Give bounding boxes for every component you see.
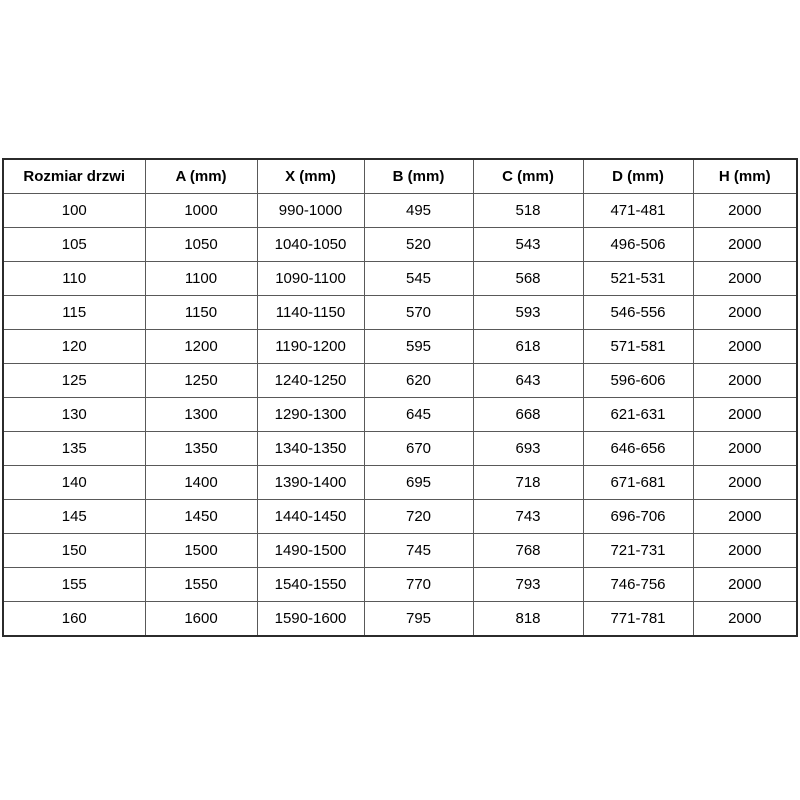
table-cell: 720 <box>364 500 473 534</box>
table-cell: 1550 <box>145 568 257 602</box>
table-row <box>3 568 797 602</box>
table-row <box>3 228 797 262</box>
table-body <box>3 194 797 637</box>
table-cell: 160 <box>3 602 145 637</box>
table-cell: 618 <box>473 330 583 364</box>
table-row <box>3 262 797 296</box>
table-cell: 115 <box>3 296 145 330</box>
table-cell: 621-631 <box>583 398 693 432</box>
table-cell: 718 <box>473 466 583 500</box>
table-cell: 1440-1450 <box>257 500 364 534</box>
table-row <box>3 602 797 637</box>
table-cell: 2000 <box>693 262 797 296</box>
table-cell: 1340-1350 <box>257 432 364 466</box>
table-cell: 1090-1100 <box>257 262 364 296</box>
column-header-d-mm: D (mm) <box>583 159 693 194</box>
table-row <box>3 296 797 330</box>
table-cell: 1150 <box>145 296 257 330</box>
table-cell: 2000 <box>693 466 797 500</box>
table-cell: 2000 <box>693 228 797 262</box>
table-cell: 155 <box>3 568 145 602</box>
table-cell: 125 <box>3 364 145 398</box>
table-cell: 1290-1300 <box>257 398 364 432</box>
table-cell: 2000 <box>693 364 797 398</box>
door-size-table <box>2 158 798 637</box>
table-cell: 568 <box>473 262 583 296</box>
table-cell: 1500 <box>145 534 257 568</box>
table-row <box>3 330 797 364</box>
column-header-a-mm: A (mm) <box>145 159 257 194</box>
table-cell: 596-606 <box>583 364 693 398</box>
table-cell: 2000 <box>693 500 797 534</box>
table-cell: 2000 <box>693 194 797 228</box>
table-cell: 2000 <box>693 432 797 466</box>
column-header-x-mm: X (mm) <box>257 159 364 194</box>
column-header-c-mm: C (mm) <box>473 159 583 194</box>
table-cell: 1190-1200 <box>257 330 364 364</box>
table-row <box>3 194 797 228</box>
table-cell: 1100 <box>145 262 257 296</box>
table-cell: 546-556 <box>583 296 693 330</box>
table-cell: 990-1000 <box>257 194 364 228</box>
table-cell: 135 <box>3 432 145 466</box>
table-row <box>3 432 797 466</box>
table-cell: 1540-1550 <box>257 568 364 602</box>
table-cell: 571-581 <box>583 330 693 364</box>
table-cell: 495 <box>364 194 473 228</box>
table-cell: 595 <box>364 330 473 364</box>
column-header-rozmiar-drzwi: Rozmiar drzwi <box>3 159 145 194</box>
table-cell: 646-656 <box>583 432 693 466</box>
table-cell: 105 <box>3 228 145 262</box>
table-cell: 643 <box>473 364 583 398</box>
table-cell: 668 <box>473 398 583 432</box>
table-cell: 570 <box>364 296 473 330</box>
table-cell: 793 <box>473 568 583 602</box>
table-cell: 496-506 <box>583 228 693 262</box>
table-cell: 2000 <box>693 568 797 602</box>
table-cell: 545 <box>364 262 473 296</box>
table-row <box>3 500 797 534</box>
table-cell: 1140-1150 <box>257 296 364 330</box>
table-cell: 743 <box>473 500 583 534</box>
table-cell: 721-731 <box>583 534 693 568</box>
table-cell: 1000 <box>145 194 257 228</box>
table-cell: 2000 <box>693 602 797 637</box>
table-row <box>3 364 797 398</box>
table-cell: 2000 <box>693 534 797 568</box>
table-cell: 518 <box>473 194 583 228</box>
table-cell: 543 <box>473 228 583 262</box>
table-cell: 1450 <box>145 500 257 534</box>
table-cell: 768 <box>473 534 583 568</box>
table-cell: 770 <box>364 568 473 602</box>
table-cell: 696-706 <box>583 500 693 534</box>
table-cell: 140 <box>3 466 145 500</box>
table-cell: 130 <box>3 398 145 432</box>
column-header-b-mm: B (mm) <box>364 159 473 194</box>
table-cell: 693 <box>473 432 583 466</box>
table-cell: 1240-1250 <box>257 364 364 398</box>
table-cell: 746-756 <box>583 568 693 602</box>
table-cell: 671-681 <box>583 466 693 500</box>
column-header-h-mm: H (mm) <box>693 159 797 194</box>
table-cell: 771-781 <box>583 602 693 637</box>
table-cell: 2000 <box>693 330 797 364</box>
table-row <box>3 534 797 568</box>
table-cell: 1350 <box>145 432 257 466</box>
table-cell: 620 <box>364 364 473 398</box>
table-row <box>3 466 797 500</box>
table-cell: 818 <box>473 602 583 637</box>
table-cell: 521-531 <box>583 262 693 296</box>
table-cell: 795 <box>364 602 473 637</box>
table-cell: 1300 <box>145 398 257 432</box>
table-cell: 1050 <box>145 228 257 262</box>
table-cell: 471-481 <box>583 194 693 228</box>
table-cell: 1390-1400 <box>257 466 364 500</box>
table-row <box>3 398 797 432</box>
table-cell: 2000 <box>693 398 797 432</box>
table-cell: 1040-1050 <box>257 228 364 262</box>
table-cell: 150 <box>3 534 145 568</box>
table-cell: 1200 <box>145 330 257 364</box>
table-cell: 1400 <box>145 466 257 500</box>
table-cell: 1250 <box>145 364 257 398</box>
table-header <box>3 159 797 194</box>
table-cell: 145 <box>3 500 145 534</box>
table-cell: 1600 <box>145 602 257 637</box>
table-cell: 745 <box>364 534 473 568</box>
table-cell: 1590-1600 <box>257 602 364 637</box>
table-cell: 120 <box>3 330 145 364</box>
table-cell: 593 <box>473 296 583 330</box>
table-header-row <box>3 159 797 194</box>
table-cell: 645 <box>364 398 473 432</box>
table-cell: 1490-1500 <box>257 534 364 568</box>
table-cell: 695 <box>364 466 473 500</box>
table-cell: 100 <box>3 194 145 228</box>
door-size-table-container <box>2 158 798 637</box>
table-cell: 2000 <box>693 296 797 330</box>
table-cell: 520 <box>364 228 473 262</box>
table-cell: 110 <box>3 262 145 296</box>
table-cell: 670 <box>364 432 473 466</box>
